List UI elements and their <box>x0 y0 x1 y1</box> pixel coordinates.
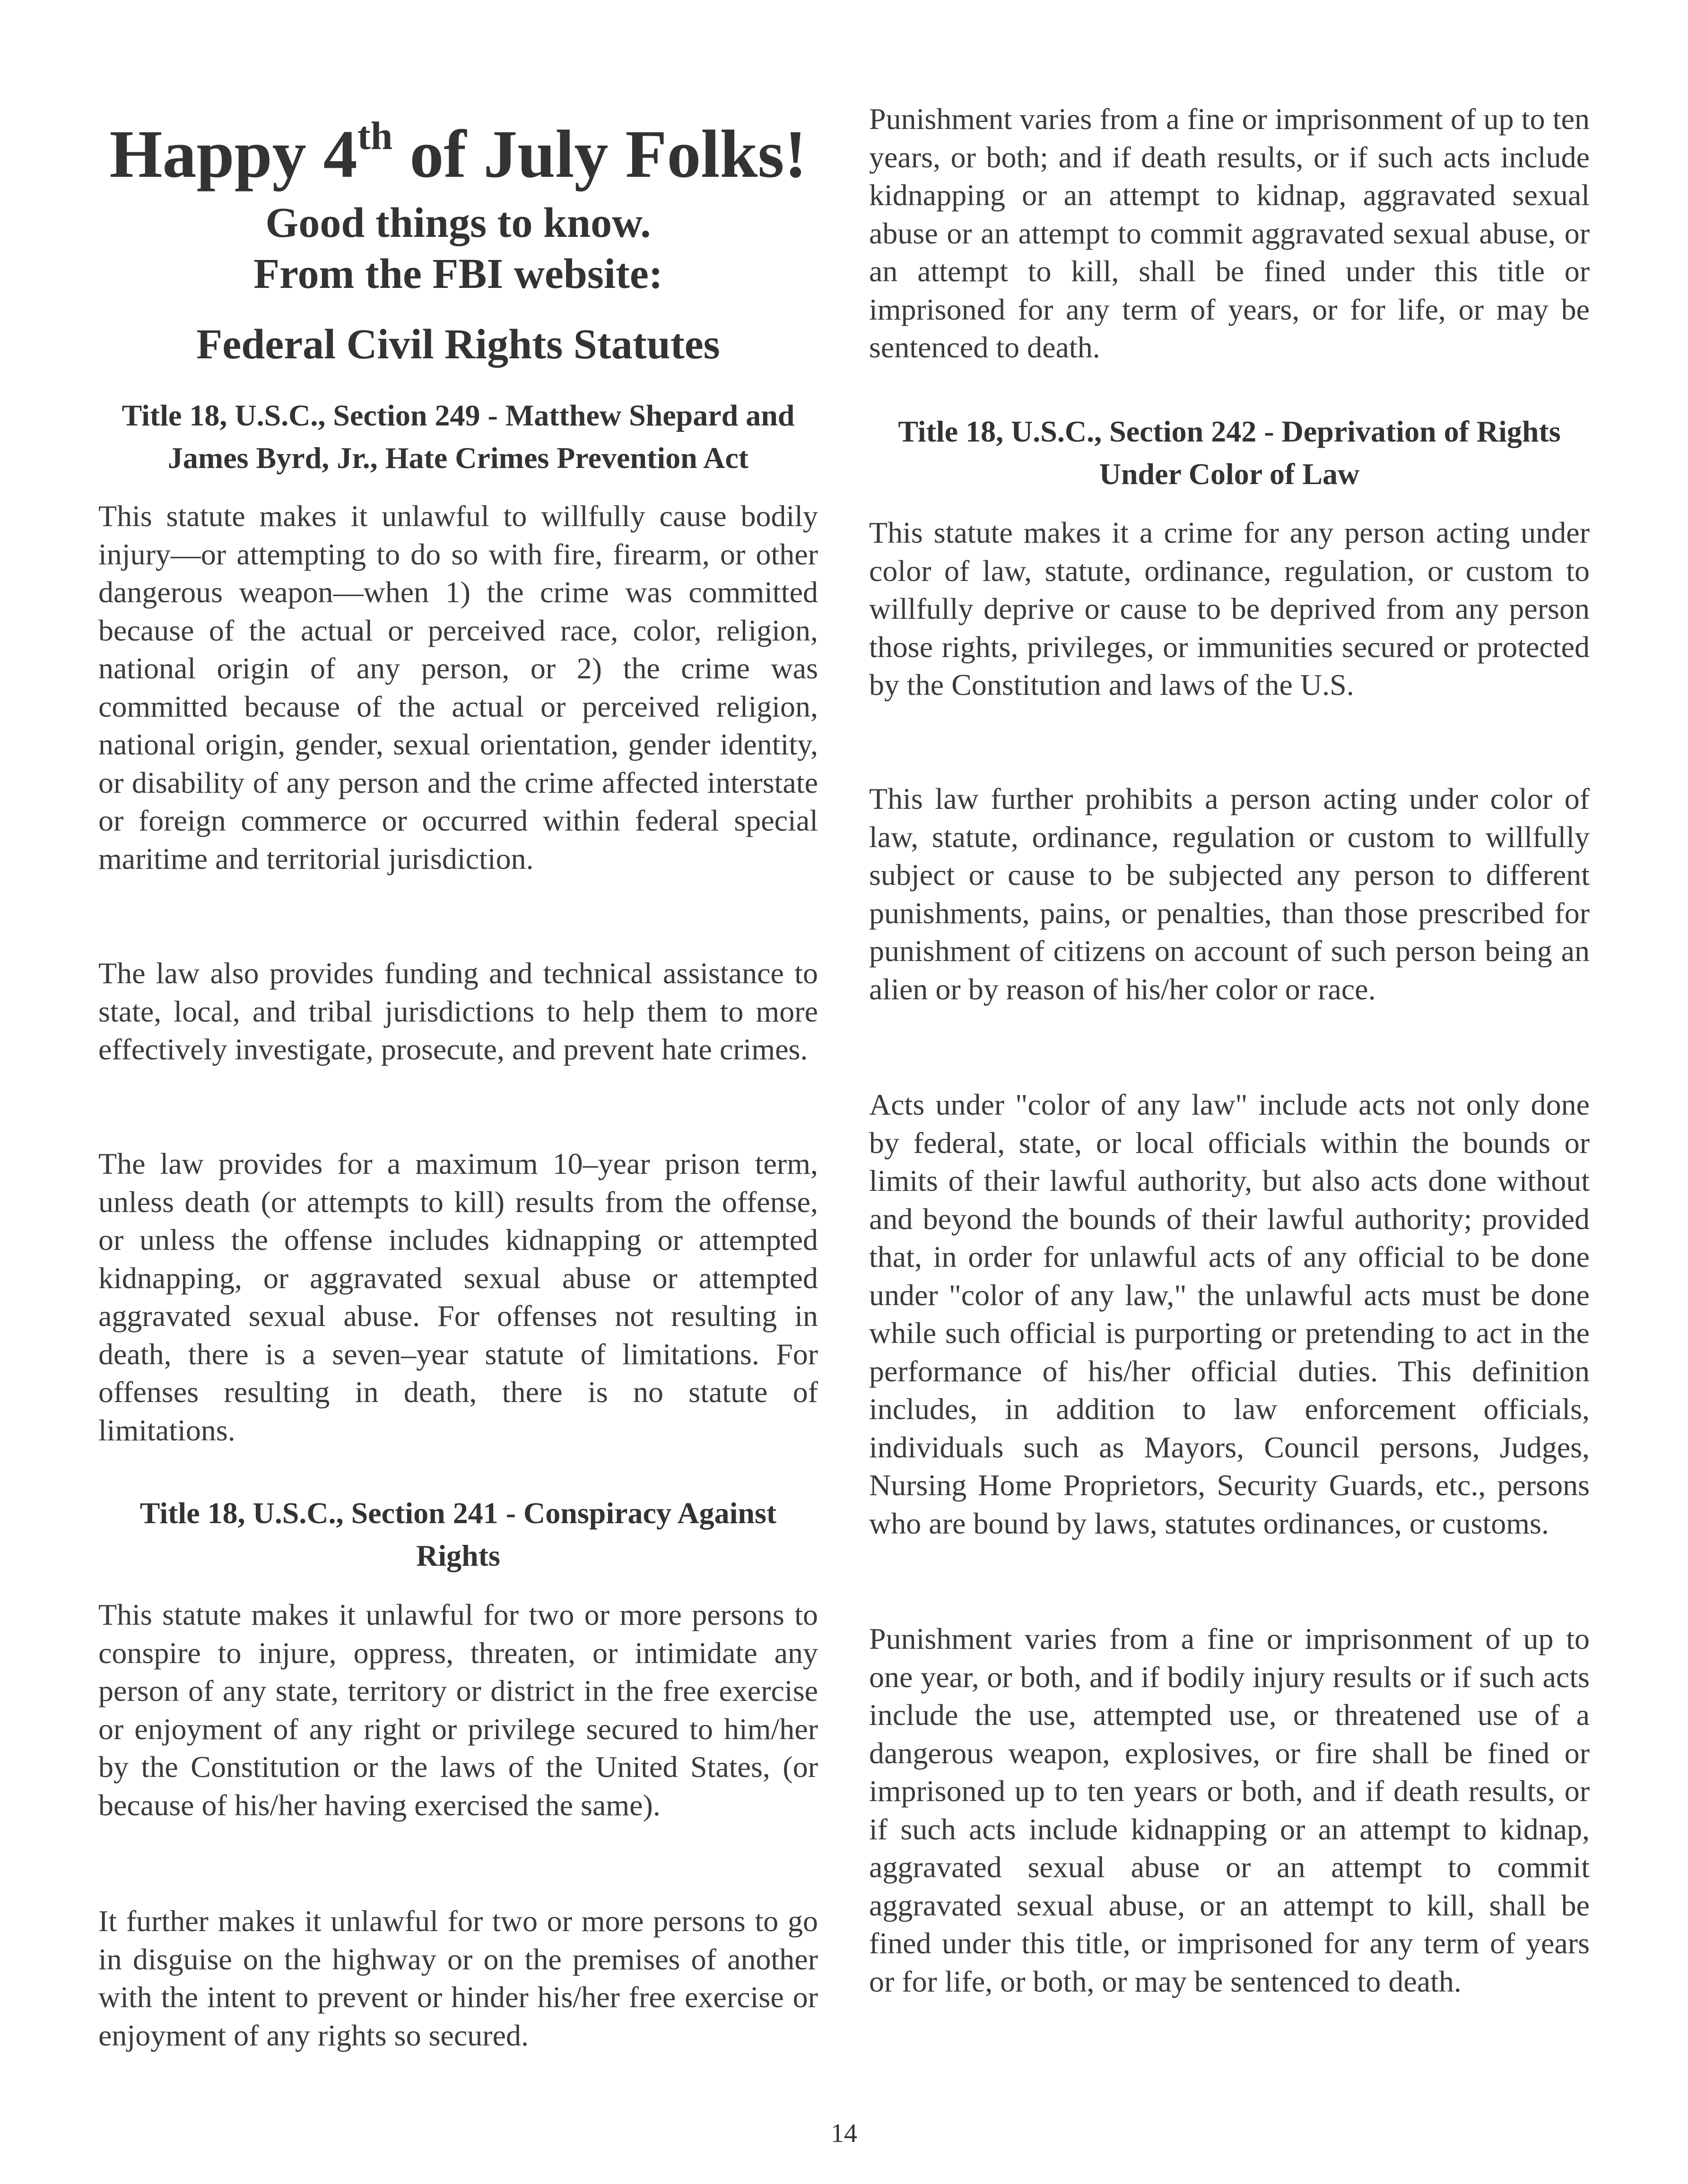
section-241-heading: Title 18, U.S.C., Section 241 - Conspiracy Against Rights <box>139 1496 777 1572</box>
section-242-heading: Title 18, U.S.C., Section 242 - Deprivation of Rights Under Color of Law <box>898 415 1561 491</box>
subtitle-line-2: From the FBI website: <box>253 251 663 297</box>
title-suffix: of July Folks! <box>392 117 807 192</box>
section-241-paragraph-3: Punishment varies from a fine or imprisonment of up to ten years, or both; and if death results, or if such acts include kidnapping or an attempt to kidnap, aggravated sexual abuse or an attempt to commit aggravated sexual abuse, or an attempt to kill, shall be fined under this title or imprisoned for any term of years, or for life, or may be sentenced to death. <box>869 102 1590 364</box>
section-241-paragraph-1: This statute makes it unlawful for two or more persons to conspire to injure, oppress, threaten, or intimidate any person of any state, territory or district in the free exercise or enjoyment of any right or privilege secured to him/her by the Constitution or the laws of the United States, (or because of his/her having exercised the same). <box>98 1598 818 1822</box>
page-title <box>98 98 818 197</box>
section-242-paragraph-1: This statute makes it a crime for any person acting under color of law, statute, ordinance, regulation, or custom to willfully deprive or cause to be deprived from any person those rights, privileges, or immunities secured or protected by the Constitution and laws of the U.S. <box>869 516 1590 702</box>
statutes-heading: Federal Civil Rights Statutes <box>196 321 720 368</box>
section-249-paragraph-2: The law also provides funding and technical assistance to state, local, and tribal jurisdictions to help them to more effectively investigate, prosecute, and prevent hate crimes. <box>98 956 818 1066</box>
section-249-paragraph-1: This statute makes it unlawful to willfully cause bodily injury—or attempting to do so with fire, firearm, or other dangerous weapon—when 1) the crime was committed because of the actual or perceived race, color, religion, national origin of any person, or 2) the crime was committed because of the actual or perceived religion, national origin, gender, sexual orientation, gender identity, or disability of any person and the crime affected interstate or foreign commerce or occurred within federal special maritime and territorial jurisdiction. <box>98 499 818 875</box>
subtitle-line-1: Good things to know. <box>265 199 651 246</box>
section-241-paragraph-2: It further makes it unlawful for two or more persons to go in disguise on the highway or on the premises of another with the intent to prevent or hinder his/her free exercise or enjoyment of any rights so secured. <box>98 1904 818 2052</box>
section-242-paragraph-4: Punishment varies from a fine or imprisonment of up to one year, or both, and if bodily injury results or if such acts include the use, attempted use, or threatened use of a dangerous weapon, explosives, or fire shall be fined or imprisoned up to ten years or both, and if death results, or if such acts include kidnapping or an attempt to kidnap, aggravated sexual abuse or an attempt to commit aggravated sexual abuse, or an attempt to kill, shall be fined under this title, or imprisoned for any term of years or for life, or both, or may be sentenced to death. <box>869 1622 1590 1998</box>
section-249-paragraph-3: The law provides for a maximum 10–year prison term, unless death (or attempts to kill) results from the offense, or unless the offense includes kidnapping or attempted kidnapping, or aggravated sexual abuse or attempted aggravated sexual abuse. For offenses not resulting in death, there is a seven–year statute of limitations. For offenses resulting in death, there is no statute of limitations. <box>98 1147 818 1447</box>
section-249-heading: Title 18, U.S.C., Section 249 - Matthew Shepard and James Byrd, Jr., Hate Crimes Prevention Act <box>122 399 795 475</box>
title-prefix: Happy 4 <box>109 117 357 192</box>
title-superscript: th <box>357 114 393 158</box>
page-number: 14 <box>831 2119 857 2148</box>
section-242-paragraph-3: Acts under "color of any law" include acts not only done by federal, state, or local officials within the bounds or limits of their lawful authority, but also acts done without and beyond the bounds of their lawful authority; provided that, in order for unlawful acts of any official to be done under "color of any law," the unlawful acts must be done while such official is purporting or pretending to act in the performance of his/her official duties. This definition includes, in addition to law enforcement officials, individuals such as Mayors, Council persons, Judges, Nursing Home Proprietors, Security Guards, etc., persons who are bound by laws, statutes ordinances, or customs. <box>869 1088 1590 1540</box>
section-242-paragraph-2: This law further prohibits a person acting under color of law, statute, ordinance, regulation or custom to willfully subject or cause to be subjected any person to different punishments, pains, or penalties, than those prescribed for punishment of citizens on account of such person being an alien or by reason of his/her color or race. <box>869 782 1590 1006</box>
